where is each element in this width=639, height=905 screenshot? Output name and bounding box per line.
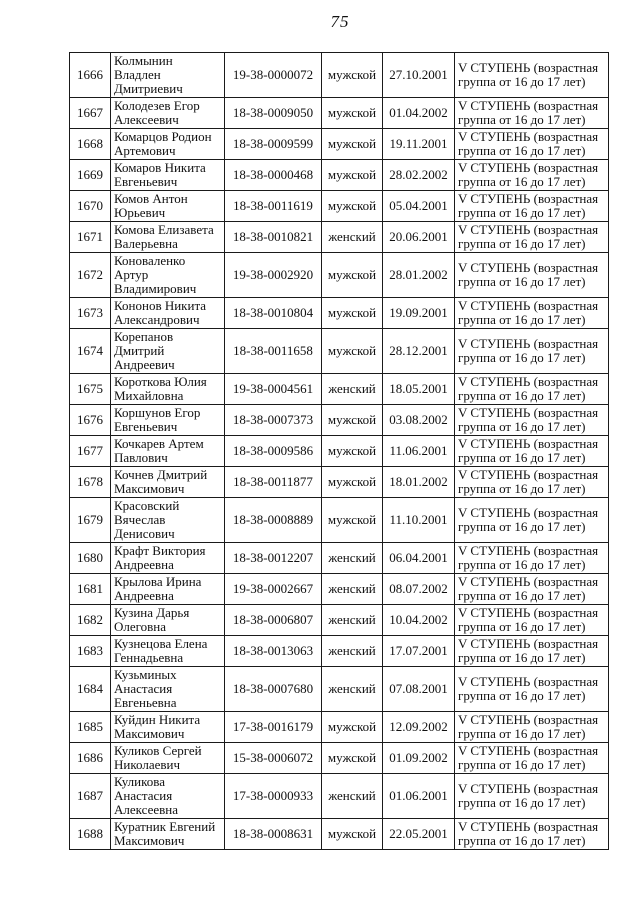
gender: мужской [322, 467, 383, 498]
gender: мужской [322, 743, 383, 774]
stage-group: V СТУПЕНЬ (возрастная группа от 16 до 17 лет) [455, 636, 609, 667]
table-row [70, 574, 609, 605]
birth-date: 28.01.2002 [383, 253, 455, 298]
person-name: Куйдин Никита Максимович [111, 712, 225, 743]
table-row [70, 191, 609, 222]
birth-date: 11.06.2001 [383, 436, 455, 467]
gender: мужской [322, 53, 383, 98]
row-number: 1678 [70, 467, 111, 498]
table-row [70, 436, 609, 467]
table-row [70, 405, 609, 436]
stage-group: V СТУПЕНЬ (возрастная группа от 16 до 17 лет) [455, 774, 609, 819]
stage-group: V СТУПЕНЬ (возрастная группа от 16 до 17 лет) [455, 819, 609, 850]
registration-id: 18-38-0009586 [225, 436, 322, 467]
stage-group: V СТУПЕНЬ (возрастная группа от 16 до 17 лет) [455, 743, 609, 774]
table-row [70, 743, 609, 774]
gender: женский [322, 636, 383, 667]
stage-group: V СТУПЕНЬ (возрастная группа от 16 до 17 лет) [455, 667, 609, 712]
table-row [70, 129, 609, 160]
gender: мужской [322, 436, 383, 467]
gender: мужской [322, 160, 383, 191]
birth-date: 01.09.2002 [383, 743, 455, 774]
stage-group: V СТУПЕНЬ (возрастная группа от 16 до 17 лет) [455, 53, 609, 98]
gender: мужской [322, 329, 383, 374]
table-row [70, 329, 609, 374]
table-row [70, 298, 609, 329]
registration-id: 18-38-0011658 [225, 329, 322, 374]
table-row [70, 467, 609, 498]
registration-id: 18-38-0000468 [225, 160, 322, 191]
registration-id: 18-38-0010804 [225, 298, 322, 329]
row-number: 1683 [70, 636, 111, 667]
person-name: Куликов Сергей Николаевич [111, 743, 225, 774]
row-number: 1679 [70, 498, 111, 543]
gender: женский [322, 605, 383, 636]
stage-group: V СТУПЕНЬ (возрастная группа от 16 до 17 лет) [455, 298, 609, 329]
person-name: Комова Елизавета Валерьевна [111, 222, 225, 253]
stage-group: V СТУПЕНЬ (возрастная группа от 16 до 17 лет) [455, 160, 609, 191]
registration-id: 17-38-0016179 [225, 712, 322, 743]
row-number: 1688 [70, 819, 111, 850]
registration-id: 18-38-0011877 [225, 467, 322, 498]
registration-id: 19-38-0002920 [225, 253, 322, 298]
table-row [70, 498, 609, 543]
row-number: 1686 [70, 743, 111, 774]
person-name: Кузьминых Анастасия Евгеньевна [111, 667, 225, 712]
registration-id: 15-38-0006072 [225, 743, 322, 774]
table-row [70, 98, 609, 129]
birth-date: 19.09.2001 [383, 298, 455, 329]
birth-date: 20.06.2001 [383, 222, 455, 253]
gender: женский [322, 374, 383, 405]
person-name: Кочкарев Артем Павлович [111, 436, 225, 467]
row-number: 1670 [70, 191, 111, 222]
gender: мужской [322, 712, 383, 743]
gender: мужской [322, 298, 383, 329]
registration-id: 18-38-0008631 [225, 819, 322, 850]
person-name: Кузина Дарья Олеговна [111, 605, 225, 636]
birth-date: 10.04.2002 [383, 605, 455, 636]
row-number: 1668 [70, 129, 111, 160]
person-name: Кочнев Дмитрий Максимович [111, 467, 225, 498]
registration-id: 19-38-0004561 [225, 374, 322, 405]
gender: женский [322, 774, 383, 819]
birth-date: 17.07.2001 [383, 636, 455, 667]
stage-group: V СТУПЕНЬ (возрастная группа от 16 до 17 лет) [455, 374, 609, 405]
birth-date: 03.08.2002 [383, 405, 455, 436]
stage-group: V СТУПЕНЬ (возрастная группа от 16 до 17 лет) [455, 498, 609, 543]
gender: мужской [322, 498, 383, 543]
person-name: Кузнецова Елена Геннадьевна [111, 636, 225, 667]
table-row [70, 819, 609, 850]
person-name: Коршунов Егор Евгеньевич [111, 405, 225, 436]
birth-date: 22.05.2001 [383, 819, 455, 850]
registration-id: 18-38-0011619 [225, 191, 322, 222]
row-number: 1669 [70, 160, 111, 191]
row-number: 1671 [70, 222, 111, 253]
stage-group: V СТУПЕНЬ (возрастная группа от 16 до 17 лет) [455, 222, 609, 253]
registration-id: 18-38-0010821 [225, 222, 322, 253]
gender: женский [322, 667, 383, 712]
stage-group: V СТУПЕНЬ (возрастная группа от 16 до 17 лет) [455, 605, 609, 636]
registration-id: 18-38-0007373 [225, 405, 322, 436]
gender: мужской [322, 253, 383, 298]
gender: женский [322, 543, 383, 574]
registration-id: 18-38-0009599 [225, 129, 322, 160]
person-name: Колодезев Егор Алексеевич [111, 98, 225, 129]
table-row [70, 53, 609, 98]
row-number: 1666 [70, 53, 111, 98]
registration-id: 18-38-0006807 [225, 605, 322, 636]
birth-date: 08.07.2002 [383, 574, 455, 605]
person-name: Короткова Юлия Михайловна [111, 374, 225, 405]
row-number: 1680 [70, 543, 111, 574]
person-name: Комарцов Родион Артемович [111, 129, 225, 160]
row-number: 1672 [70, 253, 111, 298]
stage-group: V СТУПЕНЬ (возрастная группа от 16 до 17 лет) [455, 191, 609, 222]
registration-id: 18-38-0008889 [225, 498, 322, 543]
registration-id: 18-38-0013063 [225, 636, 322, 667]
row-number: 1674 [70, 329, 111, 374]
birth-date: 05.04.2001 [383, 191, 455, 222]
person-name: Крафт Виктория Андреевна [111, 543, 225, 574]
stage-group: V СТУПЕНЬ (возрастная группа от 16 до 17 лет) [455, 329, 609, 374]
page-number: 75 [330, 12, 350, 31]
row-number: 1676 [70, 405, 111, 436]
gender: мужской [322, 129, 383, 160]
birth-date: 28.12.2001 [383, 329, 455, 374]
registration-id: 18-38-0007680 [225, 667, 322, 712]
birth-date: 28.02.2002 [383, 160, 455, 191]
stage-group: V СТУПЕНЬ (возрастная группа от 16 до 17 лет) [455, 543, 609, 574]
birth-date: 18.01.2002 [383, 467, 455, 498]
stage-group: V СТУПЕНЬ (возрастная группа от 16 до 17 лет) [455, 436, 609, 467]
table-row [70, 774, 609, 819]
table-row [70, 222, 609, 253]
birth-date: 07.08.2001 [383, 667, 455, 712]
table-row [70, 160, 609, 191]
row-number: 1682 [70, 605, 111, 636]
table-row [70, 543, 609, 574]
person-name: Корепанов Дмитрий Андреевич [111, 329, 225, 374]
table-row [70, 712, 609, 743]
gender: женский [322, 222, 383, 253]
table-row [70, 253, 609, 298]
birth-date: 01.04.2002 [383, 98, 455, 129]
roster-table [69, 52, 609, 850]
registration-id: 17-38-0000933 [225, 774, 322, 819]
birth-date: 01.06.2001 [383, 774, 455, 819]
birth-date: 18.05.2001 [383, 374, 455, 405]
person-name: Комов Антон Юрьевич [111, 191, 225, 222]
birth-date: 19.11.2001 [383, 129, 455, 160]
stage-group: V СТУПЕНЬ (возрастная группа от 16 до 17 лет) [455, 712, 609, 743]
row-number: 1677 [70, 436, 111, 467]
person-name: Колмынин Владлен Дмитриевич [111, 53, 225, 98]
birth-date: 12.09.2002 [383, 712, 455, 743]
gender: мужской [322, 98, 383, 129]
table-row [70, 605, 609, 636]
row-number: 1675 [70, 374, 111, 405]
gender: мужской [322, 819, 383, 850]
gender: мужской [322, 191, 383, 222]
stage-group: V СТУПЕНЬ (возрастная группа от 16 до 17 лет) [455, 98, 609, 129]
person-name: Крылова Ирина Андреевна [111, 574, 225, 605]
stage-group: V СТУПЕНЬ (возрастная группа от 16 до 17 лет) [455, 467, 609, 498]
row-number: 1687 [70, 774, 111, 819]
stage-group: V СТУПЕНЬ (возрастная группа от 16 до 17 лет) [455, 574, 609, 605]
row-number: 1673 [70, 298, 111, 329]
stage-group: V СТУПЕНЬ (возрастная группа от 16 до 17 лет) [455, 405, 609, 436]
person-name: Коноваленко Артур Владимирович [111, 253, 225, 298]
roster-body [70, 53, 609, 850]
row-number: 1684 [70, 667, 111, 712]
registration-id: 18-38-0009050 [225, 98, 322, 129]
person-name: Комаров Никита Евгеньевич [111, 160, 225, 191]
person-name: Куратник Евгений Максимович [111, 819, 225, 850]
stage-group: V СТУПЕНЬ (возрастная группа от 16 до 17 лет) [455, 253, 609, 298]
person-name: Красовский Вячеслав Денисович [111, 498, 225, 543]
birth-date: 06.04.2001 [383, 543, 455, 574]
birth-date: 27.10.2001 [383, 53, 455, 98]
registration-id: 18-38-0012207 [225, 543, 322, 574]
row-number: 1667 [70, 98, 111, 129]
gender: женский [322, 574, 383, 605]
stage-group: V СТУПЕНЬ (возрастная группа от 16 до 17 лет) [455, 129, 609, 160]
registration-id: 19-38-0000072 [225, 53, 322, 98]
table-row [70, 374, 609, 405]
table-row [70, 636, 609, 667]
gender: мужской [322, 405, 383, 436]
registration-id: 19-38-0002667 [225, 574, 322, 605]
person-name: Куликова Анастасия Алексеевна [111, 774, 225, 819]
table-row [70, 667, 609, 712]
row-number: 1685 [70, 712, 111, 743]
birth-date: 11.10.2001 [383, 498, 455, 543]
row-number: 1681 [70, 574, 111, 605]
person-name: Кононов Никита Александрович [111, 298, 225, 329]
